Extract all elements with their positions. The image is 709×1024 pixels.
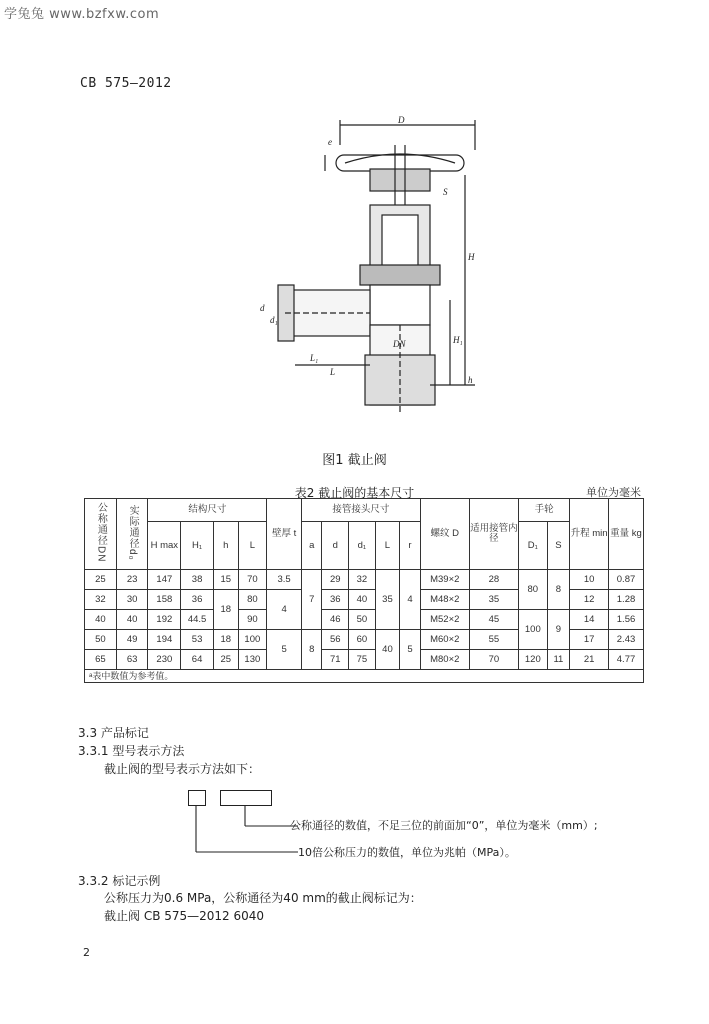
table-note: ᵃ表中数值为参考值。 — [85, 670, 644, 683]
section-3-3-1: 3.3.1 型号表示方法 — [78, 744, 185, 758]
label-H1: H₁ — [453, 335, 463, 345]
th-L: L — [238, 522, 267, 570]
table-row — [85, 610, 644, 630]
cell: 35 — [375, 570, 400, 630]
cell: 8 — [547, 570, 570, 610]
cell: 60 — [349, 630, 376, 650]
section-3-3-2: 3.3.2 标记示例 — [78, 874, 161, 888]
cell: 29 — [322, 570, 349, 590]
cell: 192 — [148, 610, 181, 630]
cell: 120 — [518, 650, 547, 670]
label-DN: DN — [393, 339, 406, 349]
label-d1: d₁ — [270, 315, 278, 325]
cell: 70 — [469, 650, 518, 670]
label-e: e — [328, 137, 332, 147]
cell: 158 — [148, 590, 181, 610]
cell: 90 — [238, 610, 267, 630]
cell: 17 — [570, 630, 609, 650]
cell: 46 — [322, 610, 349, 630]
cell: 100 — [238, 630, 267, 650]
label-d: d — [260, 303, 265, 313]
dimension-table — [84, 498, 644, 683]
cell: 14 — [570, 610, 609, 630]
th-wall: 壁厚 t — [267, 499, 302, 570]
cell: 194 — [148, 630, 181, 650]
cell: 4.77 — [609, 650, 644, 670]
page-number: 2 — [83, 946, 90, 959]
section-3-3-2-text: 公称压力为0.6 MPa，公称通径为40 mm的截止阀标记为： — [104, 891, 422, 905]
cell: 1.28 — [609, 590, 644, 610]
cell: 36 — [181, 590, 214, 610]
cell: 11 — [547, 650, 570, 670]
cell: 1.56 — [609, 610, 644, 630]
table-row — [85, 650, 644, 670]
cell: 5 — [400, 630, 420, 670]
cell: 32 — [85, 590, 117, 610]
th-weight: 重量 kg — [609, 499, 644, 570]
figure-caption: 图1 截止阀 — [322, 453, 387, 468]
cell: 100 — [518, 610, 547, 650]
th-h: h — [213, 522, 238, 570]
th-dn: 公称通径DN — [85, 499, 117, 570]
cell: M48×2 — [420, 590, 469, 610]
th-fit: 适用接管内径 — [469, 499, 518, 570]
cell: 2.43 — [609, 630, 644, 650]
cell: 65 — [85, 650, 117, 670]
cell: 0.87 — [609, 570, 644, 590]
watermark: 学兔兔 www.bzfxw.com — [4, 7, 160, 22]
cell: 5 — [267, 630, 302, 670]
cell: 21 — [570, 650, 609, 670]
cell: 130 — [238, 650, 267, 670]
label-S: S — [443, 187, 448, 197]
cell: 30 — [116, 590, 148, 610]
cell: 40 — [375, 630, 400, 670]
cell: M80×2 — [420, 650, 469, 670]
cell: 25 — [213, 650, 238, 670]
cell: M39×2 — [420, 570, 469, 590]
section-3-3: 3.3 产品标记 — [78, 726, 149, 740]
th-struct: 结构尺寸 — [148, 499, 267, 522]
cell: 44.5 — [181, 610, 214, 630]
cell: 56 — [322, 630, 349, 650]
cell: 9 — [547, 610, 570, 650]
valve-drawing — [250, 115, 490, 435]
cell: 63 — [116, 650, 148, 670]
cell: 23 — [116, 570, 148, 590]
cell: 36 — [322, 590, 349, 610]
cell: M52×2 — [420, 610, 469, 630]
cell: 10 — [570, 570, 609, 590]
cell: 71 — [322, 650, 349, 670]
marking-example: 截止阀 CB 575—2012 6040 — [104, 909, 265, 923]
cell: 18 — [213, 590, 238, 630]
cell: 4 — [267, 590, 302, 630]
legend-pressure: 10倍公称压力的数值，单位为兆帕（MPa）。 — [298, 846, 516, 859]
cell: 50 — [349, 610, 376, 630]
th-d1: d₁ — [349, 522, 376, 570]
legend-diameter: 公称通径的数值，不足三位的前面加“0”，单位为毫米（mm）; — [290, 819, 598, 832]
th-D1: D₁ — [518, 522, 547, 570]
th-pipe: 接管接头尺寸 — [301, 499, 420, 522]
cell: 15 — [213, 570, 238, 590]
cell: 18 — [213, 630, 238, 650]
cell: 3.5 — [267, 570, 302, 590]
cell: 25 — [85, 570, 117, 590]
cell: 45 — [469, 610, 518, 630]
th-thread: 螺纹 D — [420, 499, 469, 570]
cell: 40 — [116, 610, 148, 630]
th-r: r — [400, 522, 420, 570]
table-unit: 单位为毫米 — [586, 486, 641, 499]
cell: 4 — [400, 570, 420, 630]
cell: 40 — [349, 590, 376, 610]
label-h: h — [468, 375, 473, 385]
cell: 55 — [469, 630, 518, 650]
th-S: S — [547, 522, 570, 570]
label-H: H — [468, 252, 475, 262]
cell: 8 — [301, 630, 321, 670]
cell: 49 — [116, 630, 148, 650]
cell: 75 — [349, 650, 376, 670]
label-D: D — [398, 115, 405, 125]
cell: 7 — [301, 570, 321, 630]
section-3-3-1-text: 截止阀的型号表示方法如下： — [104, 762, 261, 776]
cell: 50 — [85, 630, 117, 650]
cell: 80 — [518, 570, 547, 610]
th-lift: 升程 min — [570, 499, 609, 570]
label-L: L — [330, 367, 336, 377]
cell: 28 — [469, 570, 518, 590]
cell: M60×2 — [420, 630, 469, 650]
cell: 230 — [148, 650, 181, 670]
table-caption: 表2 截止阀的基本尺寸 — [294, 486, 415, 500]
th-handwheel: 手轮 — [518, 499, 569, 522]
cell: 70 — [238, 570, 267, 590]
standard-number: CB 575—2012 — [80, 76, 172, 91]
cell: 80 — [238, 590, 267, 610]
th-H1: H₁ — [181, 522, 214, 570]
table-row — [85, 570, 644, 590]
cell: 12 — [570, 590, 609, 610]
th-d0: 实际通径d₀ — [116, 499, 148, 570]
cell: 32 — [349, 570, 376, 590]
th-H: H max — [148, 522, 181, 570]
cell: 35 — [469, 590, 518, 610]
cell: 38 — [181, 570, 214, 590]
th-d: d — [322, 522, 349, 570]
cell: 53 — [181, 630, 214, 650]
cell: 147 — [148, 570, 181, 590]
cell: 64 — [181, 650, 214, 670]
th-Lp: L — [375, 522, 400, 570]
th-a: a — [301, 522, 321, 570]
label-L1: L₁ — [310, 353, 319, 363]
cell: 40 — [85, 610, 117, 630]
marking-leader-lines — [190, 804, 300, 856]
